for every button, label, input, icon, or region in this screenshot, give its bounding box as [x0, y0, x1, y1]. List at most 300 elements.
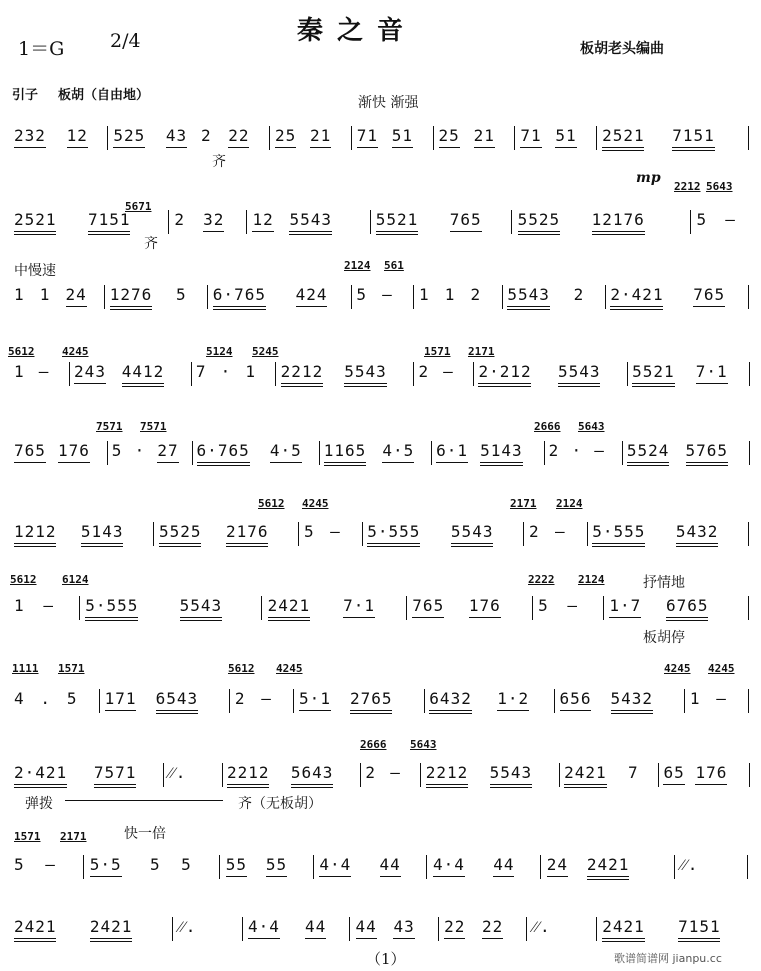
- beam-line: [678, 938, 720, 939]
- note-group: 5143: [80, 522, 124, 541]
- note-group: 656: [559, 689, 592, 708]
- bar-line: [229, 689, 230, 713]
- bar-line: [370, 210, 371, 234]
- beam-line: [90, 876, 122, 877]
- note-group: 21: [473, 126, 495, 145]
- grace-note: 1111: [12, 662, 39, 675]
- grace-note: 6124: [62, 573, 89, 586]
- bar-line: [168, 210, 169, 234]
- beam-line: [81, 546, 123, 547]
- beam-line: [587, 876, 629, 877]
- note-group: 5: [149, 855, 161, 874]
- note-group: 765: [412, 596, 445, 615]
- note-group: 5543: [450, 522, 494, 541]
- note-group: 1: [39, 285, 51, 304]
- note-group: 5·555: [85, 596, 139, 615]
- note-group: 27: [157, 441, 179, 460]
- beam-line: [367, 543, 420, 544]
- note-group: .: [40, 689, 52, 708]
- beam-line: [507, 309, 549, 310]
- beam-line: [344, 383, 386, 384]
- bar-line: [526, 917, 527, 941]
- bar-line: [107, 441, 108, 465]
- note-group: 7·1: [695, 362, 728, 381]
- note-group: 2·421: [610, 285, 664, 304]
- note-group: 32: [203, 210, 225, 229]
- bar-line: [596, 917, 597, 941]
- bar-line: [83, 855, 84, 879]
- note-group: 71: [520, 126, 542, 145]
- bar-line: [540, 855, 541, 879]
- bar-line: [431, 441, 432, 465]
- beam-line: [266, 876, 287, 877]
- note-group: 43: [393, 917, 415, 936]
- grace-note: 1571: [424, 345, 451, 358]
- watermark: 歌谱简谱网 jianpu.cc: [614, 952, 722, 965]
- bar-line: [748, 126, 749, 150]
- note-group: —: [330, 522, 341, 541]
- note-group: —: [725, 210, 736, 229]
- beam-line: [587, 879, 629, 880]
- note-group: 5543: [179, 596, 223, 615]
- beam-line: [632, 386, 674, 387]
- beam-line: [392, 147, 413, 148]
- note-group: —: [38, 362, 50, 381]
- grace-note: 2666: [360, 738, 387, 751]
- note-group: 65: [663, 763, 685, 782]
- beam-line: [380, 876, 401, 877]
- beam-line: [350, 710, 392, 711]
- bar-line: [362, 522, 363, 546]
- beam-line: [693, 306, 725, 307]
- bar-line: [502, 285, 503, 309]
- beam-line: [696, 383, 728, 384]
- pizz-marking: 弹拨: [25, 796, 53, 812]
- beam-line: [122, 386, 164, 387]
- grace-note: 5612: [10, 573, 37, 586]
- beam-line: [310, 147, 331, 148]
- beam-line: [85, 617, 138, 618]
- beam-line: [14, 938, 56, 939]
- beam-line: [291, 787, 333, 788]
- beam-line: [429, 713, 471, 714]
- note-group: 2: [200, 126, 212, 145]
- beam-line: [180, 617, 222, 618]
- note-group: 2: [573, 285, 585, 304]
- notation-line-8: [10, 689, 755, 729]
- beam-line: [547, 876, 568, 877]
- note-group: 1·7: [609, 596, 642, 615]
- note-group: 2: [529, 522, 540, 541]
- bar-line: [748, 689, 749, 713]
- beam-line: [564, 784, 606, 785]
- note-group: 2212: [280, 362, 324, 381]
- grace-note: 561: [384, 259, 404, 272]
- note-group: 1: [444, 285, 456, 304]
- beam-line: [203, 231, 224, 232]
- bar-line: [523, 522, 524, 546]
- tutti-mark-2: 齐: [144, 236, 158, 252]
- note-group: 24: [546, 855, 568, 874]
- note-group: 7·1: [343, 596, 376, 615]
- bar-line: [511, 210, 512, 234]
- notation-line-4: [10, 362, 755, 402]
- beam-line: [324, 462, 366, 463]
- note-group: 1: [689, 689, 701, 708]
- bar-line: [749, 362, 750, 386]
- intro-label: 引子: [12, 88, 39, 103]
- note-group: 5: [696, 210, 708, 229]
- beam-line: [268, 620, 310, 621]
- grace-note: 4245: [62, 345, 89, 358]
- note-group: 2521: [602, 126, 645, 145]
- beam-line: [88, 234, 130, 235]
- grace-note: 1571: [58, 662, 85, 675]
- grace-note: 5245: [252, 345, 279, 358]
- beam-line: [602, 938, 644, 939]
- bar-line: [748, 522, 749, 546]
- bar-line: [269, 126, 270, 150]
- note-group: 765: [14, 441, 46, 460]
- bar-line: [293, 689, 294, 713]
- note-group: 5543: [344, 362, 387, 381]
- beam-line: [627, 462, 669, 463]
- note-group: 51: [391, 126, 414, 145]
- note-group: 1: [418, 285, 430, 304]
- beam-line: [226, 543, 268, 544]
- bar-line: [222, 763, 223, 787]
- bar-line: [627, 362, 628, 386]
- beam-line: [226, 546, 268, 547]
- grace-note: 2171: [510, 497, 537, 510]
- note-group: 5521: [375, 210, 419, 229]
- beam-line: [105, 710, 137, 711]
- note-group: 7151: [88, 210, 131, 229]
- bar-line: [313, 855, 314, 879]
- beam-line: [490, 787, 532, 788]
- beam-line: [81, 543, 123, 544]
- beam-line: [592, 234, 645, 235]
- bar-line: [596, 126, 597, 150]
- beam-line: [113, 147, 145, 148]
- note-group: 6·1: [436, 441, 469, 460]
- note-group: 2421: [564, 763, 607, 782]
- beam-line: [480, 465, 522, 466]
- bar-line: [532, 596, 533, 620]
- beam-line: [14, 231, 56, 232]
- note-group: 5521: [632, 362, 675, 381]
- beam-line: [478, 386, 531, 387]
- note-group: 25: [438, 126, 460, 145]
- note-group: 2·421: [14, 763, 68, 782]
- beam-line: [480, 462, 522, 463]
- beam-line: [602, 941, 644, 942]
- bar-line: [433, 126, 434, 150]
- bar-line: [420, 763, 421, 787]
- note-group: 1212: [14, 522, 57, 541]
- note-group: 5143: [480, 441, 523, 460]
- bar-line: [658, 763, 659, 787]
- note-group: 232: [14, 126, 46, 145]
- bar-line: [298, 522, 299, 546]
- note-group: 5: [538, 596, 549, 615]
- beam-line: [666, 617, 708, 618]
- beam-line: [558, 386, 600, 387]
- note-group: 6·765: [196, 441, 250, 460]
- note-group: —: [594, 441, 605, 460]
- banhu-stop-marking: 板胡停: [643, 630, 685, 646]
- note-group: 2421: [89, 917, 133, 936]
- bar-line: [69, 362, 70, 386]
- bar-line: [413, 285, 414, 309]
- beam-line: [433, 876, 465, 877]
- note-group: —: [390, 763, 401, 782]
- notation-line-9: [10, 763, 755, 803]
- beam-line: [14, 543, 56, 544]
- grace-note: 5643: [578, 420, 605, 433]
- beam-line: [376, 231, 418, 232]
- beam-line: [350, 713, 392, 714]
- note-group: —: [567, 596, 579, 615]
- beam-line: [94, 784, 136, 785]
- note-group: 5: [111, 441, 123, 460]
- beam-line: [14, 147, 46, 148]
- beam-line: [592, 543, 645, 544]
- note-group: 176: [695, 763, 728, 782]
- note-group: 43: [165, 126, 188, 145]
- bar-line: [246, 210, 247, 234]
- notation-line-6: [10, 522, 755, 562]
- beam-line: [450, 231, 482, 232]
- tempo-marking-1: 渐快 渐强: [358, 95, 419, 111]
- note-group: 176: [58, 441, 90, 460]
- bar-line: [207, 285, 208, 309]
- note-group: 2421: [267, 596, 311, 615]
- note-group: 4·5: [382, 441, 415, 460]
- bar-line: [99, 689, 100, 713]
- page-title: 秦之音: [297, 16, 418, 46]
- beam-line: [122, 383, 164, 384]
- bar-line: [749, 763, 750, 787]
- note-group: 5: [356, 285, 368, 304]
- beam-line: [305, 938, 326, 939]
- note-group: 2521: [14, 210, 57, 229]
- note-group: —: [45, 855, 56, 874]
- grace-note: 2222: [528, 573, 555, 586]
- note-group: 765: [449, 210, 482, 229]
- beam-line: [85, 620, 138, 621]
- grace-note: 4245: [708, 662, 735, 675]
- beam-line: [248, 938, 280, 939]
- beam-line: [213, 306, 266, 307]
- note-group: 12176: [591, 210, 645, 229]
- note-group: 525: [113, 126, 146, 145]
- note-group: 7: [628, 763, 639, 782]
- bar-line: [261, 596, 262, 620]
- grace-note: 2212: [674, 180, 701, 193]
- beam-line: [289, 231, 331, 232]
- bar-line: [473, 362, 474, 386]
- beam-line: [296, 306, 328, 307]
- bar-line: [587, 522, 588, 546]
- note-group: 6·765: [212, 285, 266, 304]
- bar-line: [360, 763, 361, 787]
- note-group: 12: [66, 126, 88, 145]
- beam-line: [564, 787, 606, 788]
- beam-line: [14, 941, 56, 942]
- grace-note: 5671: [125, 200, 152, 213]
- bar-line: [104, 285, 105, 309]
- beam-line: [356, 938, 377, 939]
- beam-line: [632, 383, 674, 384]
- beam-line: [226, 876, 247, 877]
- beam-line: [560, 710, 592, 711]
- bar-line: [79, 596, 80, 620]
- grace-note: 4245: [302, 497, 329, 510]
- note-group: 1: [14, 362, 25, 381]
- beam-line: [610, 309, 663, 310]
- note-group: 2: [548, 441, 560, 460]
- note-group: 22: [482, 917, 504, 936]
- beam-line: [426, 784, 468, 785]
- note-group: 5543: [557, 362, 601, 381]
- beam-line: [67, 147, 88, 148]
- beam-line: [520, 147, 541, 148]
- beam-line: [610, 306, 663, 307]
- note-group: —: [555, 522, 566, 541]
- note-group: 6765: [665, 596, 709, 615]
- note-group: 55: [225, 855, 247, 874]
- note-group: 12: [252, 210, 274, 229]
- beam-line: [159, 546, 201, 547]
- beam-line: [228, 147, 249, 148]
- note-group: 2: [365, 763, 376, 782]
- bar-line: [413, 362, 414, 386]
- bar-line: [242, 917, 243, 941]
- note-group: 22: [228, 126, 250, 145]
- note-group: 55: [265, 855, 288, 874]
- note-group: 5543: [289, 210, 332, 229]
- notation-line-2: [10, 210, 755, 250]
- beam-line: [663, 784, 684, 785]
- beam-line: [275, 147, 296, 148]
- bar-line: [603, 596, 604, 620]
- notation-line-3: [10, 285, 755, 325]
- beam-line: [478, 383, 531, 384]
- faster-marking: 快一倍: [124, 826, 166, 842]
- note-group: 5: [14, 855, 25, 874]
- note-group: —: [716, 689, 727, 708]
- note-group: 424: [295, 285, 328, 304]
- beam-line: [343, 617, 375, 618]
- note-group: 1·2: [497, 689, 530, 708]
- bar-line: [749, 441, 750, 465]
- note-group: 4: [14, 689, 25, 708]
- bar-line: [690, 210, 691, 234]
- beam-line: [611, 710, 653, 711]
- note-group: 1: [14, 596, 25, 615]
- note-group: 2: [234, 689, 246, 708]
- page-number: （1）: [366, 950, 406, 968]
- beam-line: [166, 147, 187, 148]
- note-group: 5432: [675, 522, 719, 541]
- note-group: 1: [245, 362, 256, 381]
- note-group: 5543: [489, 763, 533, 782]
- beam-line: [289, 234, 331, 235]
- note-group: —: [43, 596, 54, 615]
- bar-line: [351, 126, 352, 150]
- note-group: 7: [195, 362, 207, 381]
- beam-line: [14, 787, 67, 788]
- beam-line: [14, 546, 56, 547]
- note-group: 6543: [155, 689, 199, 708]
- beam-line: [110, 309, 152, 310]
- beam-line: [451, 546, 493, 547]
- beam-line: [676, 543, 718, 544]
- note-group: 5·1: [299, 689, 331, 708]
- beam-line: [110, 306, 152, 307]
- beam-line: [686, 462, 728, 463]
- note-group: 25: [274, 126, 297, 145]
- note-group: 5·555: [592, 522, 646, 541]
- note-group: 5543: [507, 285, 550, 304]
- instrument-label: 板胡（自由地）: [58, 88, 150, 103]
- beam-line: [213, 309, 266, 310]
- beam-line: [451, 543, 493, 544]
- note-group: 2·212: [478, 362, 532, 381]
- beam-line: [90, 938, 132, 939]
- note-group: 2: [418, 362, 430, 381]
- bar-line: [163, 763, 164, 787]
- beam-line: [627, 465, 669, 466]
- bar-line: [554, 689, 555, 713]
- beam-line: [227, 784, 269, 785]
- note-group: —: [443, 362, 454, 381]
- bar-line: [622, 441, 623, 465]
- notation-line-1: [10, 126, 755, 166]
- beam-line: [376, 234, 418, 235]
- beam-line: [180, 620, 222, 621]
- beam-line: [518, 231, 560, 232]
- bar-line: [748, 596, 749, 620]
- beam-line: [602, 150, 644, 151]
- beam-line: [227, 787, 269, 788]
- note-group: 243: [74, 362, 106, 381]
- beam-line: [268, 617, 310, 618]
- bar-line: [153, 522, 154, 546]
- note-group: 24: [65, 285, 87, 304]
- note-group: 1276: [109, 285, 153, 304]
- note-group: 5765: [685, 441, 729, 460]
- note-group: 5·555: [367, 522, 421, 541]
- beam-line: [357, 147, 378, 148]
- note-group: 2421: [14, 917, 57, 936]
- beam-line: [474, 147, 495, 148]
- note-group: 2421: [586, 855, 630, 874]
- grace-note: 1571: [14, 830, 41, 843]
- grace-note: 2666: [534, 420, 561, 433]
- beam-line: [281, 383, 323, 384]
- note-group: 22: [444, 917, 466, 936]
- beam-line: [611, 713, 653, 714]
- note-group: 71: [356, 126, 378, 145]
- notation-line-5: [10, 441, 755, 481]
- bar-line: [438, 917, 439, 941]
- grace-note: 2124: [578, 573, 605, 586]
- beam-line: [94, 787, 136, 788]
- beam-line: [88, 231, 130, 232]
- time-signature: 2/4: [110, 30, 141, 52]
